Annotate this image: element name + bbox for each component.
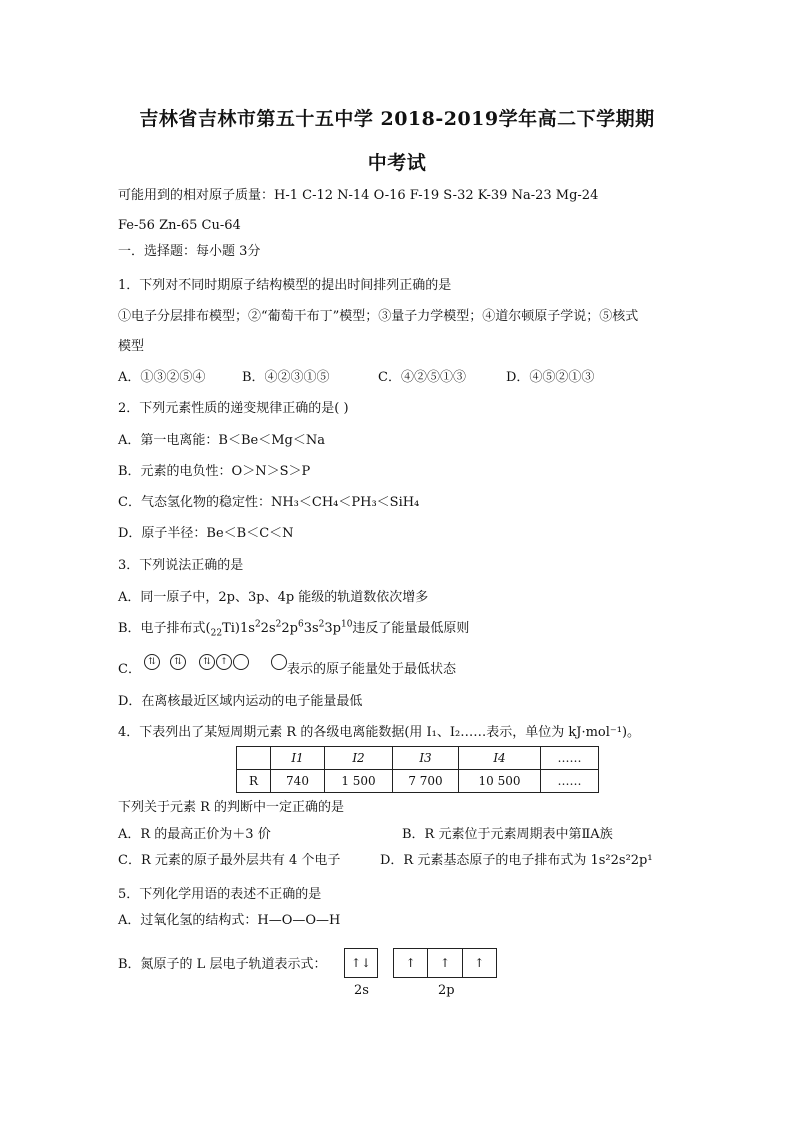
q1-option-c: C．④②⑤①③ xyxy=(378,370,466,385)
table-header-cell: I1 xyxy=(271,747,325,770)
orbital-box-cell: ↑ xyxy=(394,949,428,977)
orbital-box-cell: ↑ xyxy=(474,956,485,970)
table-cell: R xyxy=(237,770,271,793)
q3-option-d: D．在离核最近区域内运动的电子能量最低 xyxy=(118,694,363,709)
table-cell: …… xyxy=(541,770,599,793)
q3-option-c-text: 表示的原子能量处于最低状态 xyxy=(287,662,457,677)
q4-option-a: A．R 的最高正价为＋3 价 xyxy=(118,827,271,842)
q2-option-b: B．元素的电负性：O＞N＞S＞P xyxy=(118,464,311,479)
q3-b-sub: 22 xyxy=(210,628,223,639)
ionization-energy-table xyxy=(236,746,599,793)
exam-title-line2: 中考试 xyxy=(367,152,427,174)
table-header-cell: I2 xyxy=(325,747,393,770)
q3-b-ti: Ti)1s xyxy=(222,621,255,636)
table-row xyxy=(237,770,599,793)
q1-option-d: D．④⑤②①③ xyxy=(506,370,595,385)
table-cell: 10 500 xyxy=(459,770,541,793)
table-header-cell: I4 xyxy=(459,747,541,770)
q4-lead: 下列关于元素 R 的判断中一定正确的是 xyxy=(118,800,345,815)
orbital-box-2p xyxy=(393,948,497,978)
q4-option-c: C．R 元素的原子最外层共有 4 个电子 xyxy=(118,853,341,868)
label-2p: 2p xyxy=(438,983,455,998)
orbital-box-cell: ↑ xyxy=(428,949,462,977)
q4-option-d: D．R 元素基态原子的电子排布式为 1s²2s²2p¹ xyxy=(380,853,653,868)
q2-option-c: C．气态氢化物的稳定性：NH₃＜CH₄＜PH₃＜SiH₄ xyxy=(118,495,420,510)
orbital-circle: ⇅ xyxy=(144,654,160,670)
q5-option-b: B．氮原子的 L 层电子轨道表示式： xyxy=(118,957,327,972)
q3-b-prefix: B．电子排布式( xyxy=(118,621,211,636)
table-cell: 7 700 xyxy=(393,770,459,793)
q1-option-a: A．①③②⑤④ xyxy=(118,370,206,385)
orbital-circle: ⇅ xyxy=(199,654,215,670)
table-header-cell xyxy=(237,747,271,770)
q3-b-post: 违反了能量最低原则 xyxy=(352,621,470,636)
q1-stem: 1．下列对不同时期原子结构模型的提出时间排列正确的是 xyxy=(118,278,452,293)
orbital-box-cell: ↑↓ xyxy=(350,956,372,970)
table-header-row xyxy=(237,747,599,770)
q5-stem: 5．下列化学用语的表述不正确的是 xyxy=(118,887,322,902)
label-2s: 2s xyxy=(354,983,369,998)
q2-option-d: D．原子半径：Be＜B＜C＜N xyxy=(118,526,294,541)
q3-option-b: B．电子排布式$(_{22}Ti)1s^22s^22p^63s^23p^{10}$违反了能量最低原则 xyxy=(118,619,470,639)
table-cell: 740 xyxy=(271,770,325,793)
orbital-box-2s xyxy=(344,948,378,978)
q1-desc-line2: 模型 xyxy=(118,339,145,354)
orbital-circle-empty xyxy=(233,654,249,670)
orbital-circle: ↑ xyxy=(216,654,232,670)
exam-title-line1: 吉林省吉林市第五十五中学 2018-2019学年高二下学期期 xyxy=(139,108,655,130)
q3-option-a: A．同一原子中，2p、3p、4p 能级的轨道数依次增多 xyxy=(118,590,429,605)
orbital-circle-empty xyxy=(271,654,287,670)
q1-option-b: B．④②③①⑤ xyxy=(242,370,330,385)
q3-option-c-label: C． xyxy=(118,662,141,677)
q2-option-a: A．第一电离能：B＜Be＜Mg＜Na xyxy=(118,433,325,448)
section-heading: 一．选择题：每小题 3分 xyxy=(118,244,261,259)
atomic-masses-line2: Fe-56 Zn-65 Cu-64 xyxy=(118,218,241,233)
q4-stem: 4．下表列出了某短周期元素 R 的各级电离能数据(用 I₁、I₂……表示，单位为 kJ·mol⁻¹)。 xyxy=(118,725,641,740)
q5-option-a: A．过氧化氢的结构式：H—O—O—H xyxy=(118,913,341,928)
atomic-masses-line1: 可能用到的相对原子质量：H-1 C-12 N-14 O-16 F-19 S-32 K-39 Na-23 Mg-24 xyxy=(118,188,599,203)
q2-stem: 2．下列元素性质的递变规律正确的是( ) xyxy=(118,401,349,416)
table-header-cell: …… xyxy=(541,747,599,770)
q4-option-b: B．R 元素位于元素周期表中第ⅡA族 xyxy=(402,827,613,842)
q1-desc-line1: ①电子分层排布模型；②“葡萄干布丁”模型；③量子力学模型；④道尔顿原子学说；⑤核式 xyxy=(118,309,639,324)
orbital-circle: ⇅ xyxy=(170,654,186,670)
table-cell: 1 500 xyxy=(325,770,393,793)
q3-stem: 3．下列说法正确的是 xyxy=(118,558,244,573)
table-header-cell: I3 xyxy=(393,747,459,770)
